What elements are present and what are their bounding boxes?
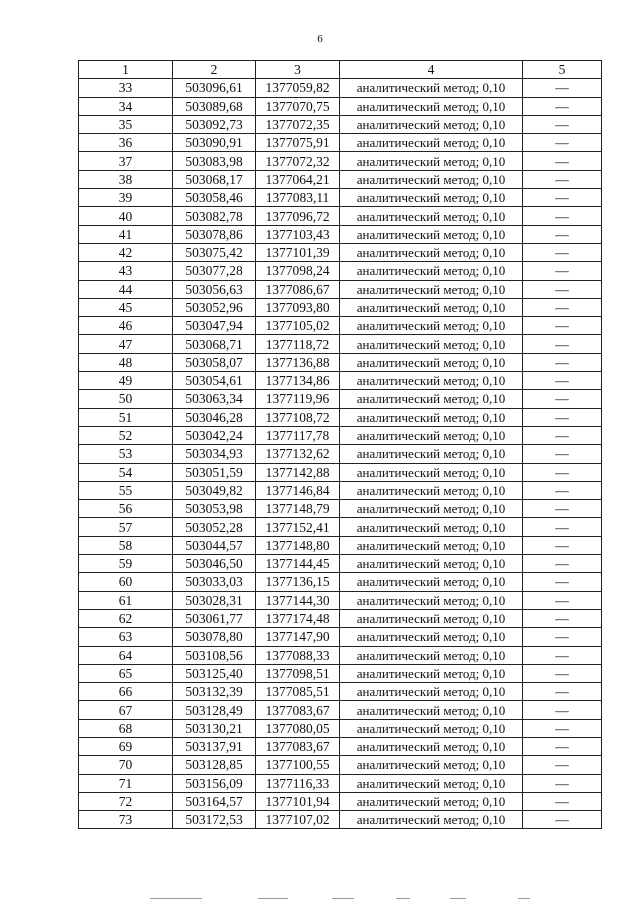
- cell-description: —: [523, 518, 602, 536]
- cell-point-number: 50: [79, 390, 173, 408]
- cell-point-number: 71: [79, 774, 173, 792]
- cell-description: —: [523, 298, 602, 316]
- cell-y: 1377117,78: [256, 426, 340, 444]
- cell-x: 503068,17: [173, 170, 256, 188]
- cell-y: 1377083,67: [256, 701, 340, 719]
- cell-x: 503052,96: [173, 298, 256, 316]
- cell-point-number: 47: [79, 335, 173, 353]
- cell-description: —: [523, 555, 602, 573]
- cell-method: аналитический метод; 0,10: [340, 683, 523, 701]
- cell-x: 503047,94: [173, 317, 256, 335]
- cell-description: —: [523, 463, 602, 481]
- cell-y: 1377086,67: [256, 280, 340, 298]
- cell-method: аналитический метод; 0,10: [340, 134, 523, 152]
- cell-description: —: [523, 225, 602, 243]
- cell-description: —: [523, 372, 602, 390]
- table-row: [79, 463, 602, 481]
- cell-description: —: [523, 664, 602, 682]
- table-row: [79, 609, 602, 627]
- cell-point-number: 64: [79, 646, 173, 664]
- cell-y: 1377098,24: [256, 262, 340, 280]
- table-row: [79, 97, 602, 115]
- cell-point-number: 70: [79, 756, 173, 774]
- cell-method: аналитический метод; 0,10: [340, 646, 523, 664]
- cell-y: 1377072,32: [256, 152, 340, 170]
- cell-method: аналитический метод; 0,10: [340, 426, 523, 444]
- cell-method: аналитический метод; 0,10: [340, 719, 523, 737]
- cell-method: аналитический метод; 0,10: [340, 737, 523, 755]
- cell-point-number: 45: [79, 298, 173, 316]
- cell-point-number: 67: [79, 701, 173, 719]
- cell-x: 503077,28: [173, 262, 256, 280]
- cell-description: —: [523, 445, 602, 463]
- cell-method: аналитический метод; 0,10: [340, 280, 523, 298]
- cell-x: 503108,56: [173, 646, 256, 664]
- cell-x: 503137,91: [173, 737, 256, 755]
- cell-point-number: 73: [79, 811, 173, 829]
- cell-point-number: 65: [79, 664, 173, 682]
- cell-point-number: 72: [79, 792, 173, 810]
- table-row: [79, 811, 602, 829]
- cell-x: 503058,46: [173, 189, 256, 207]
- cell-y: 1377144,45: [256, 555, 340, 573]
- cell-method: аналитический метод; 0,10: [340, 372, 523, 390]
- cell-description: —: [523, 335, 602, 353]
- cell-point-number: 62: [79, 609, 173, 627]
- cell-x: 503034,93: [173, 445, 256, 463]
- table-row: [79, 646, 602, 664]
- cell-x: 503125,40: [173, 664, 256, 682]
- cell-description: —: [523, 573, 602, 591]
- table-row: [79, 500, 602, 518]
- cell-description: —: [523, 79, 602, 97]
- table-row: [79, 445, 602, 463]
- cell-description: —: [523, 719, 602, 737]
- table-row: [79, 207, 602, 225]
- cell-x: 503053,98: [173, 500, 256, 518]
- cell-description: —: [523, 115, 602, 133]
- cell-method: аналитический метод; 0,10: [340, 536, 523, 554]
- cell-description: —: [523, 317, 602, 335]
- cell-method: аналитический метод; 0,10: [340, 481, 523, 499]
- cell-point-number: 49: [79, 372, 173, 390]
- cell-y: 1377142,88: [256, 463, 340, 481]
- cell-y: 1377147,90: [256, 628, 340, 646]
- cell-point-number: 59: [79, 555, 173, 573]
- cell-x: 503078,80: [173, 628, 256, 646]
- cell-point-number: 39: [79, 189, 173, 207]
- cell-description: —: [523, 737, 602, 755]
- cell-point-number: 37: [79, 152, 173, 170]
- cell-method: аналитический метод; 0,10: [340, 591, 523, 609]
- cell-method: аналитический метод; 0,10: [340, 225, 523, 243]
- cell-point-number: 33: [79, 79, 173, 97]
- cell-point-number: 36: [79, 134, 173, 152]
- cell-point-number: 35: [79, 115, 173, 133]
- table-row: [79, 372, 602, 390]
- table-row: [79, 792, 602, 810]
- table-row: [79, 79, 602, 97]
- cell-point-number: 34: [79, 97, 173, 115]
- cell-method: аналитический метод; 0,10: [340, 518, 523, 536]
- table-row: [79, 756, 602, 774]
- cell-y: 1377105,02: [256, 317, 340, 335]
- cell-method: аналитический метод; 0,10: [340, 445, 523, 463]
- cell-method: аналитический метод; 0,10: [340, 628, 523, 646]
- cell-x: 503156,09: [173, 774, 256, 792]
- cell-method: аналитический метод; 0,10: [340, 262, 523, 280]
- cell-description: —: [523, 134, 602, 152]
- table-row: [79, 719, 602, 737]
- cell-point-number: 60: [79, 573, 173, 591]
- table-row: [79, 243, 602, 261]
- table-body: [79, 79, 602, 829]
- cell-y: 1377118,72: [256, 335, 340, 353]
- cell-point-number: 55: [79, 481, 173, 499]
- cell-description: —: [523, 774, 602, 792]
- table-row: [79, 225, 602, 243]
- cell-method: аналитический метод; 0,10: [340, 353, 523, 371]
- cell-description: —: [523, 207, 602, 225]
- table-row: [79, 298, 602, 316]
- cell-y: 1377088,33: [256, 646, 340, 664]
- header-cell-x: 2: [173, 61, 256, 79]
- cell-x: 503052,28: [173, 518, 256, 536]
- cell-y: 1377152,41: [256, 518, 340, 536]
- table-row: [79, 628, 602, 646]
- cell-method: аналитический метод; 0,10: [340, 792, 523, 810]
- table-row: [79, 353, 602, 371]
- cell-description: —: [523, 262, 602, 280]
- cell-y: 1377075,91: [256, 134, 340, 152]
- cell-x: 503164,57: [173, 792, 256, 810]
- cell-description: —: [523, 426, 602, 444]
- table-row: [79, 170, 602, 188]
- cell-x: 503090,91: [173, 134, 256, 152]
- cell-method: аналитический метод; 0,10: [340, 298, 523, 316]
- cell-method: аналитический метод; 0,10: [340, 774, 523, 792]
- cell-point-number: 40: [79, 207, 173, 225]
- cell-y: 1377096,72: [256, 207, 340, 225]
- cell-description: —: [523, 353, 602, 371]
- cell-method: аналитический метод; 0,10: [340, 115, 523, 133]
- cell-y: 1377119,96: [256, 390, 340, 408]
- cell-x: 503054,61: [173, 372, 256, 390]
- cell-x: 503058,07: [173, 353, 256, 371]
- cell-point-number: 61: [79, 591, 173, 609]
- cell-method: аналитический метод; 0,10: [340, 335, 523, 353]
- header-cell-point-number: 1: [79, 61, 173, 79]
- cell-description: —: [523, 170, 602, 188]
- cell-method: аналитический метод; 0,10: [340, 189, 523, 207]
- cell-y: 1377108,72: [256, 408, 340, 426]
- cell-point-number: 54: [79, 463, 173, 481]
- cell-y: 1377101,94: [256, 792, 340, 810]
- cell-point-number: 56: [79, 500, 173, 518]
- header-cell-description: 5: [523, 61, 602, 79]
- cell-method: аналитический метод; 0,10: [340, 390, 523, 408]
- cell-y: 1377103,43: [256, 225, 340, 243]
- table-row: [79, 115, 602, 133]
- cell-description: —: [523, 628, 602, 646]
- cell-point-number: 38: [79, 170, 173, 188]
- cell-description: —: [523, 646, 602, 664]
- cell-y: 1377098,51: [256, 664, 340, 682]
- cell-x: 503061,77: [173, 609, 256, 627]
- cell-x: 503046,50: [173, 555, 256, 573]
- cell-point-number: 53: [79, 445, 173, 463]
- table-row: [79, 335, 602, 353]
- page-number: 6: [317, 33, 323, 45]
- table-row: [79, 408, 602, 426]
- cell-x: 503128,49: [173, 701, 256, 719]
- cell-description: —: [523, 500, 602, 518]
- cell-method: аналитический метод; 0,10: [340, 207, 523, 225]
- cell-x: 503046,28: [173, 408, 256, 426]
- cell-x: 503028,31: [173, 591, 256, 609]
- cell-y: 1377083,11: [256, 189, 340, 207]
- cell-point-number: 52: [79, 426, 173, 444]
- cell-point-number: 46: [79, 317, 173, 335]
- table-row: [79, 262, 602, 280]
- cell-description: —: [523, 591, 602, 609]
- cell-y: 1377083,67: [256, 737, 340, 755]
- cell-y: 1377107,02: [256, 811, 340, 829]
- cell-description: —: [523, 701, 602, 719]
- cell-description: —: [523, 390, 602, 408]
- cell-description: —: [523, 152, 602, 170]
- cell-description: —: [523, 683, 602, 701]
- cell-description: —: [523, 189, 602, 207]
- cell-y: 1377100,55: [256, 756, 340, 774]
- header-row: [79, 61, 602, 79]
- cell-y: 1377174,48: [256, 609, 340, 627]
- cell-y: 1377148,79: [256, 500, 340, 518]
- cell-x: 503075,42: [173, 243, 256, 261]
- cell-y: 1377064,21: [256, 170, 340, 188]
- cell-point-number: 66: [79, 683, 173, 701]
- cell-y: 1377148,80: [256, 536, 340, 554]
- cell-x: 503051,59: [173, 463, 256, 481]
- cell-description: —: [523, 536, 602, 554]
- cell-description: —: [523, 792, 602, 810]
- table-row: [79, 134, 602, 152]
- cell-method: аналитический метод; 0,10: [340, 609, 523, 627]
- cell-method: аналитический метод; 0,10: [340, 500, 523, 518]
- cell-y: 1377144,30: [256, 591, 340, 609]
- cell-y: 1377085,51: [256, 683, 340, 701]
- cell-point-number: 63: [79, 628, 173, 646]
- cell-x: 503089,68: [173, 97, 256, 115]
- cell-method: аналитический метод; 0,10: [340, 573, 523, 591]
- cell-method: аналитический метод; 0,10: [340, 170, 523, 188]
- cell-description: —: [523, 280, 602, 298]
- cell-x: 503056,63: [173, 280, 256, 298]
- cell-x: 503082,78: [173, 207, 256, 225]
- header-cell-y: 3: [256, 61, 340, 79]
- cell-method: аналитический метод; 0,10: [340, 79, 523, 97]
- cell-method: аналитический метод; 0,10: [340, 701, 523, 719]
- cell-point-number: 68: [79, 719, 173, 737]
- cell-x: 503063,34: [173, 390, 256, 408]
- table-row: [79, 737, 602, 755]
- cell-x: 503033,03: [173, 573, 256, 591]
- cell-point-number: 41: [79, 225, 173, 243]
- cell-y: 1377059,82: [256, 79, 340, 97]
- cell-y: 1377136,88: [256, 353, 340, 371]
- table-header: [79, 61, 602, 79]
- coordinates-table: [78, 60, 602, 829]
- cell-x: 503128,85: [173, 756, 256, 774]
- cell-point-number: 44: [79, 280, 173, 298]
- table-row: [79, 591, 602, 609]
- cell-y: 1377146,84: [256, 481, 340, 499]
- table-row: [79, 189, 602, 207]
- cell-x: 503092,73: [173, 115, 256, 133]
- cell-point-number: 48: [79, 353, 173, 371]
- cell-y: 1377101,39: [256, 243, 340, 261]
- cell-method: аналитический метод; 0,10: [340, 555, 523, 573]
- cell-x: 503172,53: [173, 811, 256, 829]
- cell-method: аналитический метод; 0,10: [340, 243, 523, 261]
- table-row: [79, 664, 602, 682]
- cell-x: 503049,82: [173, 481, 256, 499]
- cell-y: 1377093,80: [256, 298, 340, 316]
- cell-method: аналитический метод; 0,10: [340, 811, 523, 829]
- cell-point-number: 43: [79, 262, 173, 280]
- cell-point-number: 42: [79, 243, 173, 261]
- cell-point-number: 58: [79, 536, 173, 554]
- table-row: [79, 152, 602, 170]
- table-row: [79, 317, 602, 335]
- cell-x: 503068,71: [173, 335, 256, 353]
- cell-method: аналитический метод; 0,10: [340, 756, 523, 774]
- table-row: [79, 390, 602, 408]
- table-row: [79, 555, 602, 573]
- cell-description: —: [523, 481, 602, 499]
- cell-y: 1377080,05: [256, 719, 340, 737]
- table-row: [79, 683, 602, 701]
- cell-method: аналитический метод; 0,10: [340, 97, 523, 115]
- table-row: [79, 426, 602, 444]
- cell-method: аналитический метод; 0,10: [340, 463, 523, 481]
- table-row: [79, 518, 602, 536]
- table-row: [79, 280, 602, 298]
- table-row: [79, 481, 602, 499]
- cell-y: 1377136,15: [256, 573, 340, 591]
- cell-point-number: 69: [79, 737, 173, 755]
- cell-y: 1377072,35: [256, 115, 340, 133]
- cell-y: 1377132,62: [256, 445, 340, 463]
- table-row: [79, 774, 602, 792]
- cell-x: 503078,86: [173, 225, 256, 243]
- cell-description: —: [523, 756, 602, 774]
- cell-method: аналитический метод; 0,10: [340, 664, 523, 682]
- header-cell-method: 4: [340, 61, 523, 79]
- table-row: [79, 536, 602, 554]
- cell-description: —: [523, 97, 602, 115]
- cell-x: 503132,39: [173, 683, 256, 701]
- footer-scan-marks: [150, 898, 540, 901]
- cell-x: 503044,57: [173, 536, 256, 554]
- cell-description: —: [523, 408, 602, 426]
- cell-point-number: 57: [79, 518, 173, 536]
- cell-method: аналитический метод; 0,10: [340, 317, 523, 335]
- cell-x: 503130,21: [173, 719, 256, 737]
- cell-y: 1377070,75: [256, 97, 340, 115]
- cell-point-number: 51: [79, 408, 173, 426]
- table-row: [79, 701, 602, 719]
- cell-y: 1377116,33: [256, 774, 340, 792]
- cell-method: аналитический метод; 0,10: [340, 408, 523, 426]
- cell-description: —: [523, 609, 602, 627]
- cell-method: аналитический метод; 0,10: [340, 152, 523, 170]
- cell-x: 503042,24: [173, 426, 256, 444]
- cell-x: 503083,98: [173, 152, 256, 170]
- table-row: [79, 573, 602, 591]
- cell-y: 1377134,86: [256, 372, 340, 390]
- cell-x: 503096,61: [173, 79, 256, 97]
- cell-description: —: [523, 811, 602, 829]
- cell-description: —: [523, 243, 602, 261]
